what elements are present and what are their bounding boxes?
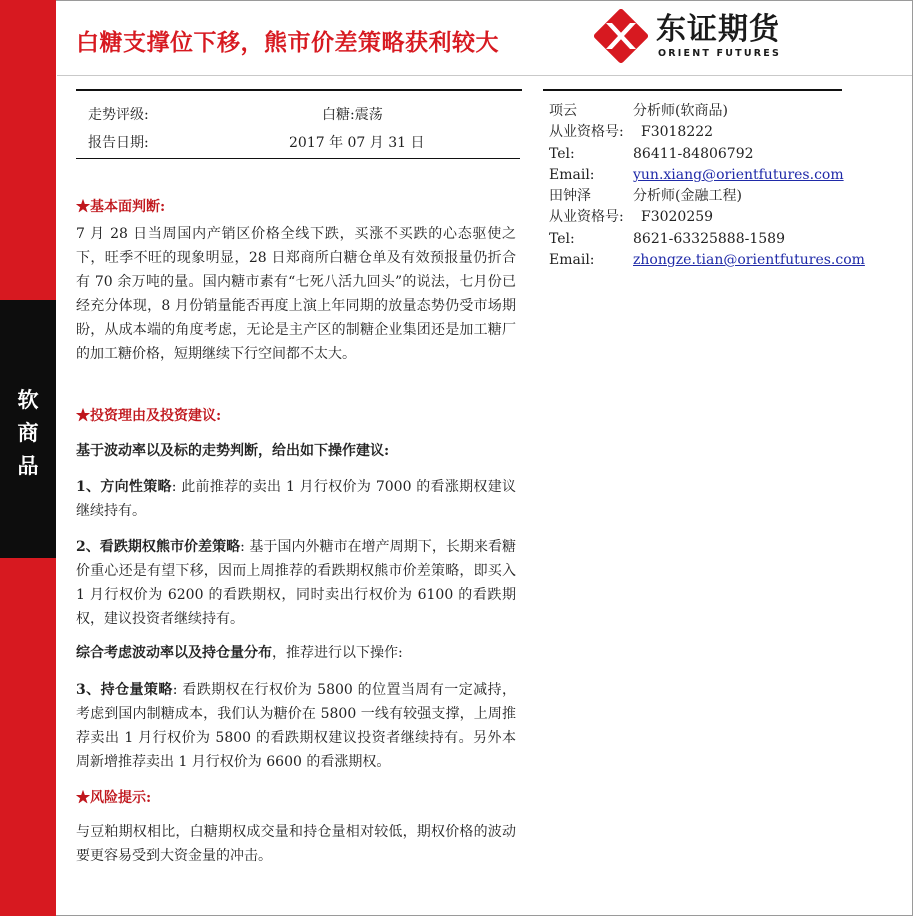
report-title: 白糖支撑位下移，熊市价差策略获利较大 xyxy=(76,30,499,56)
analyst-email-link[interactable]: yun.xiang@orientfutures.com xyxy=(633,167,844,183)
combined-paragraph xyxy=(76,641,516,665)
analyst-tel: 86411-84806792 xyxy=(633,146,754,162)
analyst-cert-label: 从业资格号: xyxy=(549,124,624,140)
analyst-email-link[interactable]: zhongze.tian@orientfutures.com xyxy=(633,252,865,268)
analyst-email-label: Email: xyxy=(549,252,595,268)
orient-logo-icon xyxy=(594,9,648,63)
strategy-3-text: : 看跌期权在行权价为 5800 的位置当周有一定减持，考虑到国内制糖成本，我们认为糖价在 5800 一线有较强支撑，上周推荐卖出 1 月行权价为 5800 的看跌期权建议投资者继续持有。另外本周新增推荐卖出 1 月行权价为 6600 的看涨期权。 xyxy=(76,682,516,770)
risk-paragraph: 与豆粕期权相比，白糖期权成交量和持仓量相对较低，期权价格的波动要更容易受到大资金量的冲击。 xyxy=(76,824,516,864)
sidebar-band-bottom xyxy=(0,558,56,916)
analyst-email-label: Email: xyxy=(549,167,595,183)
invest-intro xyxy=(76,439,516,463)
rating-value: 白糖:震荡 xyxy=(322,107,383,123)
invest-intro-text: 基于波动率以及标的走势判断，给出如下操作建议: xyxy=(76,443,390,459)
date-label: 报告日期: xyxy=(88,135,149,151)
combined-text: ，推荐进行以下操作: xyxy=(272,645,403,661)
strategy-2-text: : 基于国内外糖市在增产周期下，长期来看糖价重心还是有望下移，因而上周推荐的看跌期权熊市价差策略，即买入 1 月行权价为 6200 的看跌期权，同时卖出行权价为 6100 的看跌期权，建议投资者继续持有。 xyxy=(76,539,516,627)
rating-label: 走势评级: xyxy=(88,107,149,123)
risk-heading: ★风险提示: xyxy=(76,790,152,806)
meta-bottom-rule xyxy=(76,158,520,159)
analyst-cert: F3018222 xyxy=(641,124,714,140)
category-char: 软 xyxy=(17,388,39,412)
fundamental-heading: ★基本面判断: xyxy=(76,199,166,215)
analyst-tel-label: Tel: xyxy=(549,146,575,162)
invest-heading: ★投资理由及投资建议: xyxy=(76,408,222,424)
fundamental-paragraph: 7 月 28 日当周国内产销区价格全线下跌，买涨不买跌的心态驱使之下，旺季不旺的现象明显，28 日郑商所白糖仓单及有效预报量仍折合有 70 余万吨的量。国内糖市素有“七死八活九回头”的说法，七月份已经充分体现，8 月份销量能否再度上演上年同期的放量态势仍受市场期盼，从成本端的角度考虑，无论是主产区的制糖企业集团还是加工糖厂的加工糖价格，短期继续下行空间都不太大。 xyxy=(76,226,516,362)
title-divider xyxy=(57,75,912,76)
category-char: 品 xyxy=(17,454,39,478)
strategy-3-label: 3、持仓量策略 xyxy=(76,682,173,698)
analyst-top-rule xyxy=(543,89,842,91)
strategy-1-label: 1、方向性策略 xyxy=(76,479,172,495)
category-label xyxy=(0,384,56,483)
company-logo xyxy=(594,9,794,63)
strategy-2-paragraph xyxy=(76,535,516,631)
strategy-1-paragraph xyxy=(76,475,516,523)
analyst-role: 分析师(软商品) xyxy=(633,103,728,119)
analyst-role: 分析师(金融工程) xyxy=(633,188,742,204)
analyst-cert-label: 从业资格号: xyxy=(549,209,624,225)
meta-top-rule xyxy=(76,89,522,91)
analyst-tel-label: Tel: xyxy=(549,231,575,247)
analyst-name: 田钟泽 xyxy=(549,188,591,204)
date-value: 2017 年 07 月 31 日 xyxy=(289,135,425,151)
combined-label: 综合考虑波动率以及持仓量分布 xyxy=(76,645,272,661)
strategy-1-text: : 此前推荐的卖出 1 月行权价为 7000 的看涨期权建议继续持有。 xyxy=(76,479,516,519)
analyst-tel: 8621-63325888-1589 xyxy=(633,231,785,247)
strategy-3-paragraph xyxy=(76,678,516,774)
logo-subtitle: ORIENT FUTURES xyxy=(658,48,781,59)
logo-name: 东证期货 xyxy=(656,12,780,47)
category-char: 商 xyxy=(17,421,39,445)
sidebar-band-top xyxy=(0,0,56,300)
analyst-name: 项云 xyxy=(549,103,577,119)
analyst-cert: F3020259 xyxy=(641,209,714,225)
strategy-2-label: 2、看跌期权熊市价差策略 xyxy=(76,539,241,555)
